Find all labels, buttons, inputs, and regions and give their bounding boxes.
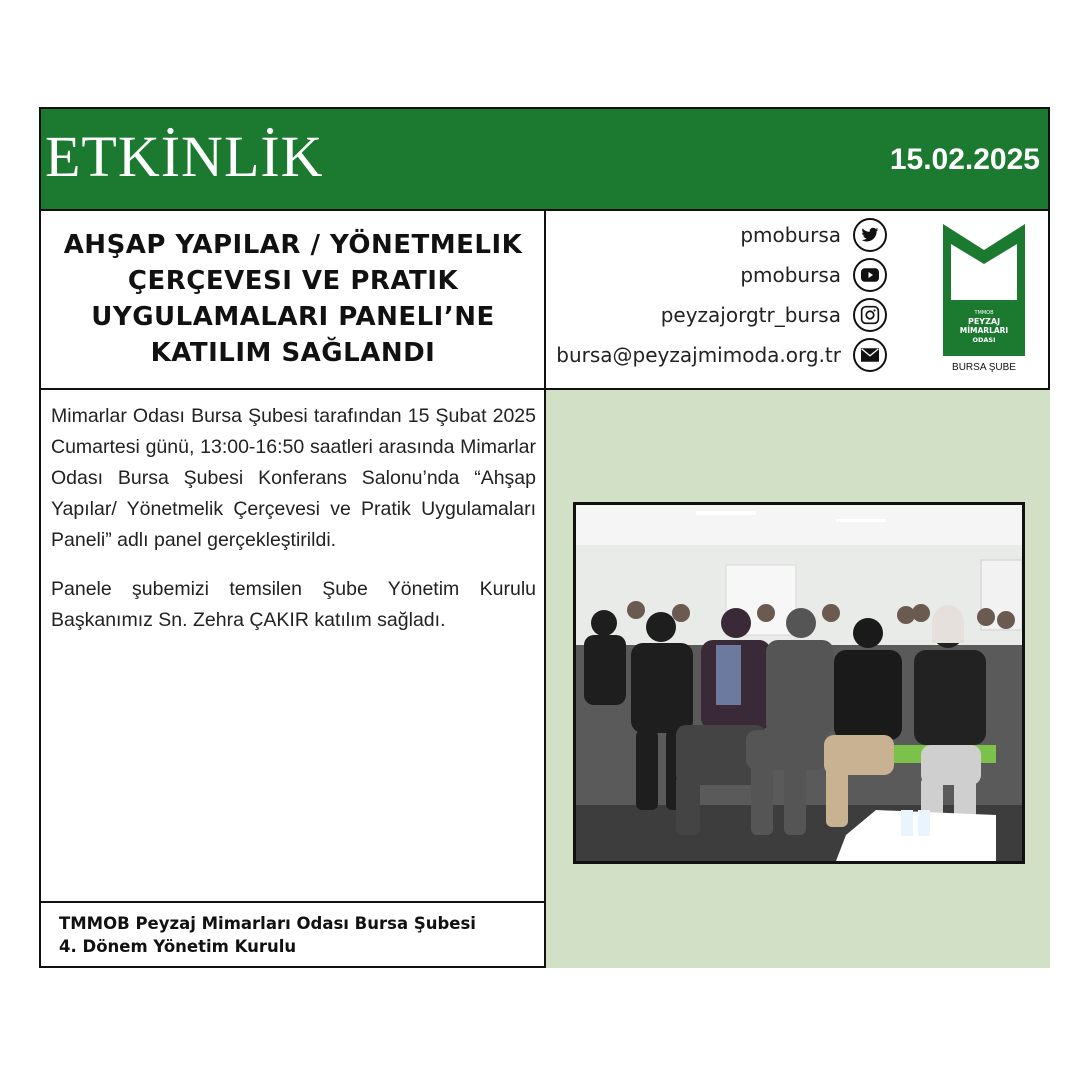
footer-line-1: TMMOB Peyzaj Mimarları Odası Bursa Şubesi [59,914,476,933]
logo-line-2: PEYZAJ [967,317,1001,326]
logo-line-1: TMMOB [974,310,994,316]
footer-text [59,912,476,958]
body-paragraph-1: Mimarlar Odası Bursa Şubesi tarafından 15 Şubat 2025 Cumartesi günü, 13:00-16:50 saatleri arasında Mimarlar Odası Bursa Şubesi Konferans Salonu’nda “Ahşap Yapılar/ Yönetmelik Çerçevesi ve Pratik Uygulamaları Paneli” adlı panel gerçekleştirildi. [51,405,536,551]
logo-line-3: MİMARLARI [959,326,1009,335]
social-instagram[interactable] [661,299,887,331]
chamber-logo [941,222,1027,382]
social-instagram-label: peyzajorgtr_bursa [660,303,841,327]
social-youtube-label: pmobursa [740,263,841,287]
header-bar [41,109,1048,211]
header-date: 15.02.2025 [889,143,1040,176]
social-mail-label: bursa@peyzajmimoda.org.tr [556,343,841,367]
youtube-icon [853,258,887,292]
footer-line-2: 4. Dönem Yönetim Kurulu [59,937,297,956]
body-paragraph-2: Panele şubemizi temsilen Şube Yönetim Kurulu Başkanımız Sn. Zehra ÇAKIR katılım sağladı. [51,578,536,631]
social-links [547,213,887,388]
panel-title: AHŞAP YAPILAR / YÖNETMELIK ÇERÇEVESI VE PRATIK UYGULAMALARI PANELI’NE KATILIM SAĞLANDI [63,230,523,368]
social-twitter-label: pmobursa [740,223,841,247]
logo-caption: BURSA ŞUBE [952,362,1016,372]
divider-horizontal-right [546,388,1050,390]
event-photo [573,502,1025,864]
social-mail[interactable] [556,339,887,371]
instagram-icon [853,298,887,332]
social-youtube[interactable] [740,259,887,291]
mail-icon [853,338,887,372]
divider-footer [41,901,546,903]
divider-horizontal-left [41,388,546,390]
twitter-icon [853,218,887,252]
divider-vertical [544,211,546,968]
logo-line-4: ODASI [972,336,996,344]
header-title: ETKİNLİK [45,124,324,189]
body-text [51,401,536,654]
social-twitter[interactable] [740,219,887,251]
